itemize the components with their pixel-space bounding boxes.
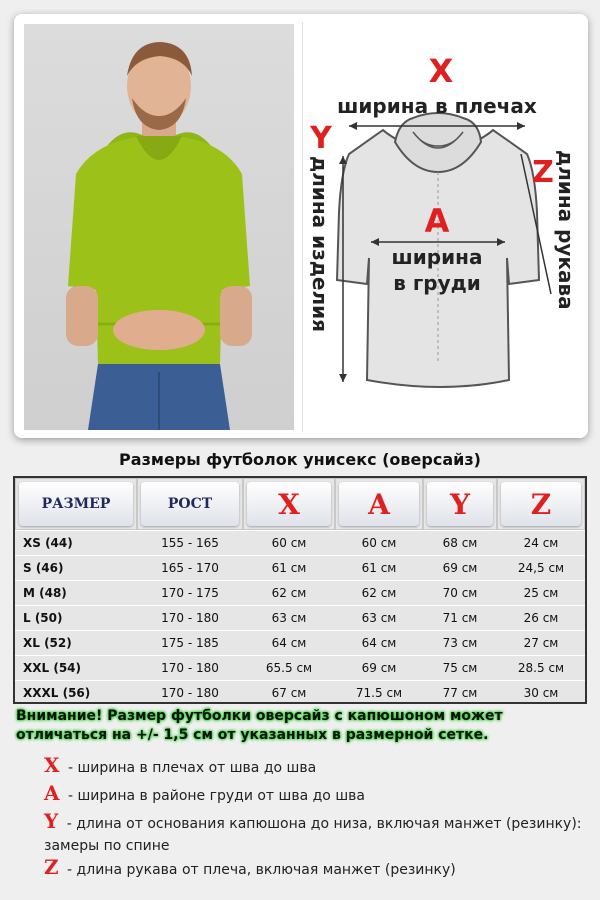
cell-height: 175 - 185 — [137, 630, 243, 655]
cell-a: 62 см — [335, 580, 423, 605]
table-row — [15, 530, 585, 555]
cell-height: 155 - 165 — [137, 530, 243, 555]
label-length: длина изделия — [308, 156, 332, 332]
cell-size: XS (44) — [15, 530, 137, 555]
cell-y: 77 см — [423, 680, 497, 705]
letter-y: Y — [310, 121, 332, 156]
cell-a: 71.5 см — [335, 680, 423, 705]
cell-x: 64 см — [243, 630, 335, 655]
header-x: X — [243, 478, 335, 530]
letter-z: Z — [532, 155, 554, 190]
cell-size: XXXL (56) — [15, 680, 137, 705]
legend-y — [44, 810, 584, 857]
table-row — [15, 630, 585, 655]
cell-height: 170 - 175 — [137, 580, 243, 605]
measurement-diagram — [302, 22, 586, 432]
cell-z: 25 см — [497, 580, 585, 605]
cell-height: 170 - 180 — [137, 655, 243, 680]
cell-size: M (48) — [15, 580, 137, 605]
letter-x: X — [428, 52, 454, 90]
cell-z: 26 см — [497, 605, 585, 630]
cell-z: 24,5 см — [497, 555, 585, 580]
legend-a — [44, 782, 584, 807]
cell-x: 62 см — [243, 580, 335, 605]
cell-x: 61 см — [243, 555, 335, 580]
warning-line-2: отличаться на +/- 1,5 см от указанных в размерной сетке. — [16, 727, 489, 743]
cell-z: 27 см — [497, 630, 585, 655]
legend-y-text: - длина от основания капюшона до низа, включая манжет (резинку): замеры по спине — [44, 816, 582, 854]
cell-y: 68 см — [423, 530, 497, 555]
label-sleeve: длина рукава — [554, 150, 578, 310]
legend-x-letter: X — [44, 753, 60, 777]
legend-x — [44, 754, 584, 779]
table-header-row — [15, 478, 585, 530]
size-table — [13, 476, 587, 704]
cell-size: XXL (54) — [15, 655, 137, 680]
header-size: РАЗМЕР — [15, 478, 137, 530]
table-row — [15, 680, 585, 705]
table-row — [15, 555, 585, 580]
cell-z: 30 см — [497, 680, 585, 705]
cell-a: 64 см — [335, 630, 423, 655]
label-chest-1: ширина — [391, 245, 483, 269]
cell-y: 69 см — [423, 555, 497, 580]
cell-size: S (46) — [15, 555, 137, 580]
cell-x: 63 см — [243, 605, 335, 630]
cell-y: 70 см — [423, 580, 497, 605]
size-warning — [16, 707, 586, 745]
cell-a: 61 см — [335, 555, 423, 580]
cell-a: 63 см — [335, 605, 423, 630]
label-chest-2: в груди — [393, 271, 481, 295]
cell-a: 60 см — [335, 530, 423, 555]
header-height: РОСТ — [137, 478, 243, 530]
header-z: Z — [497, 478, 585, 530]
cell-x: 65.5 см — [243, 655, 335, 680]
table-row — [15, 605, 585, 630]
label-shoulder-width: ширина в плечах — [337, 94, 537, 118]
cell-height: 170 - 180 — [137, 680, 243, 705]
cell-a: 69 см — [335, 655, 423, 680]
cell-z: 28.5 см — [497, 655, 585, 680]
cell-size: L (50) — [15, 605, 137, 630]
model-photo — [24, 24, 294, 430]
legend-z — [44, 856, 584, 881]
warning-line-1: Внимание! Размер футболки оверсайз с капюшоном может — [16, 708, 503, 724]
cell-size: XL (52) — [15, 630, 137, 655]
cell-y: 71 см — [423, 605, 497, 630]
legend-x-text: - ширина в плечах от шва до шва — [63, 760, 317, 776]
cell-height: 165 - 170 — [137, 555, 243, 580]
table-title: Размеры футболок унисекс (оверсайз) — [119, 450, 481, 469]
letter-a: A — [424, 202, 450, 240]
legend-a-text: - ширина в районе груди от шва до шва — [63, 788, 365, 804]
cell-height: 170 - 180 — [137, 605, 243, 630]
table-row — [15, 655, 585, 680]
legend-z-letter: Z — [44, 855, 59, 879]
header-y: Y — [423, 478, 497, 530]
legend-a-letter: A — [44, 781, 60, 805]
legend-y-letter: Y — [44, 809, 59, 833]
cell-z: 24 см — [497, 530, 585, 555]
table-row — [15, 580, 585, 605]
cell-y: 73 см — [423, 630, 497, 655]
cell-y: 75 см — [423, 655, 497, 680]
legend-z-text: - длина рукава от плеча, включая манжет (резинку) — [62, 862, 456, 878]
cell-x: 60 см — [243, 530, 335, 555]
header-a: A — [335, 478, 423, 530]
cell-x: 67 см — [243, 680, 335, 705]
